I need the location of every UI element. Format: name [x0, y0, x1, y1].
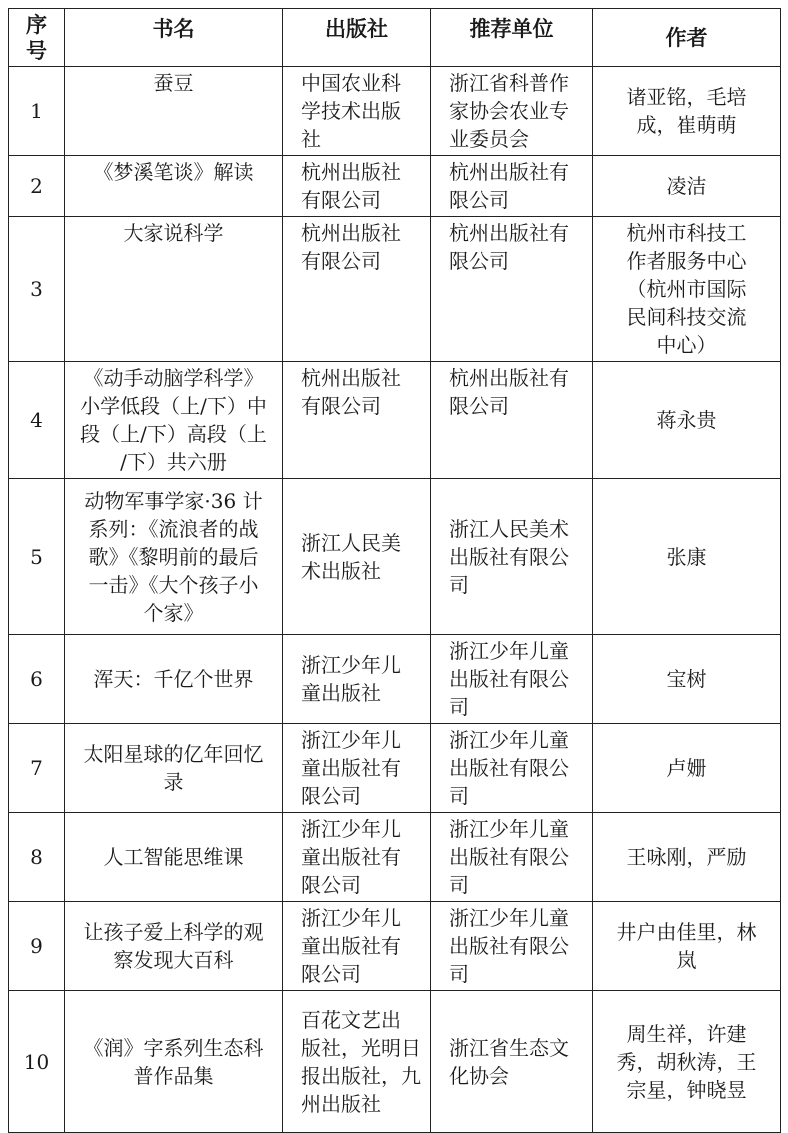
cell-recommender: 浙江省科普作 家协会农业专 业委员会: [431, 67, 593, 156]
cell-recommender: 杭州出版社有 限公司: [431, 156, 593, 217]
cell-no: 5: [9, 479, 65, 635]
table-row: [9, 635, 781, 724]
table-row: [9, 902, 781, 991]
cell-author: 卢姗: [593, 724, 781, 813]
cell-recommender: 浙江少年儿童 出版社有限公 司: [431, 724, 593, 813]
cell-publisher: 浙江少年儿 童出版社有 限公司: [283, 724, 431, 813]
cell-publisher: 杭州出版社 有限公司: [283, 217, 431, 362]
table-row: [9, 479, 781, 635]
cell-title: 浑天：千亿个世界: [65, 635, 283, 724]
cell-publisher: 浙江少年儿 童出版社: [283, 635, 431, 724]
cell-author: 王咏刚，严励: [593, 813, 781, 902]
cell-recommender: 浙江少年儿童 出版社有限公 司: [431, 902, 593, 991]
cell-publisher: 浙江少年儿 童出版社有 限公司: [283, 902, 431, 991]
cell-title: 蚕豆: [65, 67, 283, 156]
cell-publisher: 杭州出版社 有限公司: [283, 362, 431, 479]
cell-recommender: 杭州出版社有 限公司: [431, 362, 593, 479]
table-header: [9, 9, 781, 67]
book-list-page: [8, 8, 781, 1133]
cell-no: 8: [9, 813, 65, 902]
cell-no: 7: [9, 724, 65, 813]
cell-recommender: 杭州出版社有 限公司: [431, 217, 593, 362]
cell-publisher: 百花文艺出 版社，光明日 报出版社，九 州出版社: [283, 991, 431, 1133]
cell-recommender: 浙江人民美术 出版社有限公 司: [431, 479, 593, 635]
cell-no: 9: [9, 902, 65, 991]
cell-title: 《动手动脑学科学》 小学低段（上/下）中 段（上/下）高段（上 /下）共六册: [65, 362, 283, 479]
table-row: [9, 217, 781, 362]
table-row: [9, 991, 781, 1133]
cell-author: 诸亚铭，毛培 成，崔萌萌: [593, 67, 781, 156]
cell-title: 《梦溪笔谈》解读: [65, 156, 283, 217]
cell-no: 10: [9, 991, 65, 1133]
cell-title: 人工智能思维课: [65, 813, 283, 902]
header-publisher: 出版社: [283, 9, 431, 67]
table-row: [9, 156, 781, 217]
header-title: 书名: [65, 9, 283, 67]
cell-author: 凌洁: [593, 156, 781, 217]
table-row: [9, 362, 781, 479]
table-body: [9, 67, 781, 1133]
cell-publisher: 浙江人民美 术出版社: [283, 479, 431, 635]
cell-title: 大家说科学: [65, 217, 283, 362]
table-row: [9, 813, 781, 902]
cell-author: 蒋永贵: [593, 362, 781, 479]
cell-publisher: 中国农业科 学技术出版 社: [283, 67, 431, 156]
cell-no: 6: [9, 635, 65, 724]
cell-title: 太阳星球的亿年回忆 录: [65, 724, 283, 813]
cell-no: 4: [9, 362, 65, 479]
cell-author: 张康: [593, 479, 781, 635]
cell-author: 杭州市科技工 作者服务中心 （杭州市国际 民间科技交流 中心）: [593, 217, 781, 362]
book-table: [8, 8, 781, 1133]
cell-author: 宝树: [593, 635, 781, 724]
table-row: [9, 67, 781, 156]
cell-publisher: 浙江少年儿 童出版社有 限公司: [283, 813, 431, 902]
cell-title: 让孩子爱上科学的观 察发现大百科: [65, 902, 283, 991]
cell-title: 《润》字系列生态科 普作品集: [65, 991, 283, 1133]
cell-author: 周生祥，许建 秀，胡秋涛，王 宗星，钟晓昱: [593, 991, 781, 1133]
cell-author: 井户由佳里，林 岚: [593, 902, 781, 991]
cell-title: 动物军事学家·36 计 系列：《流浪者的战 歌》《黎明前的最后 一击》《大个孩子小 个家》: [65, 479, 283, 635]
cell-recommender: 浙江少年儿童 出版社有限公 司: [431, 635, 593, 724]
header-author: 作者: [593, 9, 781, 67]
table-row: [9, 724, 781, 813]
header-row: [9, 9, 781, 67]
cell-publisher: 杭州出版社 有限公司: [283, 156, 431, 217]
cell-recommender: 浙江少年儿童 出版社有限公 司: [431, 813, 593, 902]
header-recommender: 推荐单位: [431, 9, 593, 67]
cell-no: 2: [9, 156, 65, 217]
cell-recommender: 浙江省生态文 化协会: [431, 991, 593, 1133]
header-no: 序 号: [9, 9, 65, 67]
cell-no: 3: [9, 217, 65, 362]
cell-no: 1: [9, 67, 65, 156]
